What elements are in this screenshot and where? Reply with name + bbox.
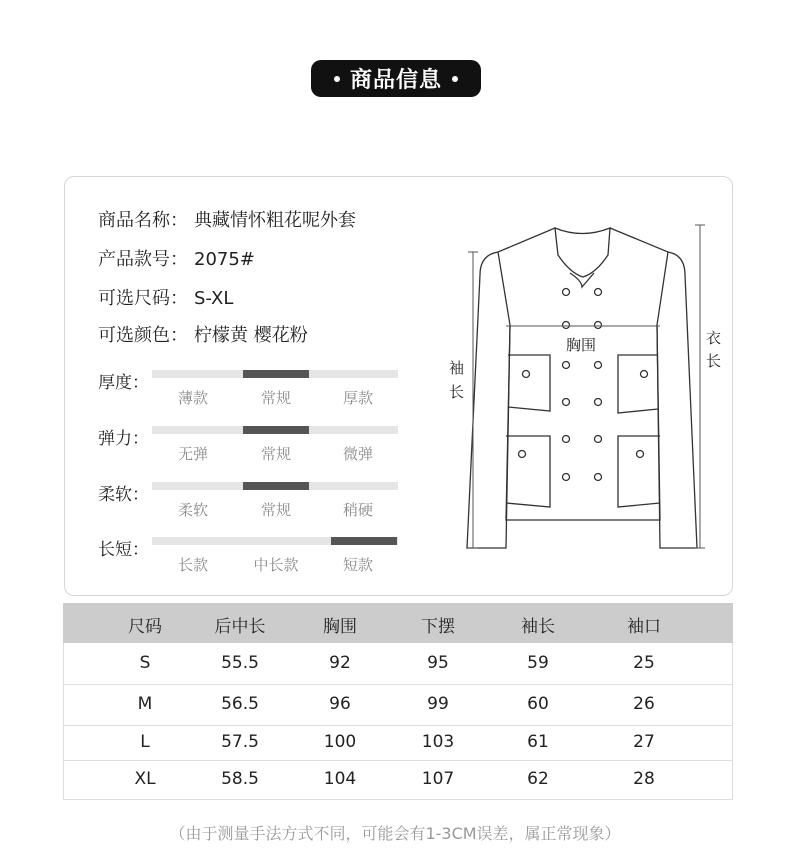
- attribute-option: 厚款: [342, 389, 373, 407]
- sleeve-label-2: 长: [449, 383, 465, 401]
- table-cell: 104: [323, 769, 357, 789]
- attribute-scale-selected: [243, 370, 309, 378]
- table-cell: 100: [323, 731, 357, 752]
- attribute-option: 常规: [260, 501, 291, 519]
- section-title: 商品信息: [349, 68, 442, 93]
- attribute-option: 常规: [260, 445, 291, 463]
- jacket-buttons: [519, 289, 648, 481]
- table-cell: M: [137, 693, 153, 714]
- product-sizes-row: [98, 284, 233, 310]
- pocket-lower-left: [506, 436, 550, 507]
- table-cell: 99: [427, 693, 449, 714]
- table-cell: 62: [527, 769, 549, 789]
- attribute-label: 弹力：: [98, 429, 149, 449]
- attribute-option: 长款: [177, 556, 208, 574]
- attribute-option: 薄款: [177, 389, 208, 407]
- table-cell: 96: [329, 693, 351, 714]
- table-cell: 28: [633, 769, 655, 789]
- product-colors-value: 柠檬黄 樱花粉: [194, 325, 308, 346]
- attribute-option: 柔软: [177, 501, 208, 519]
- table-cell: 92: [329, 652, 351, 673]
- table-cell: 27: [633, 731, 655, 752]
- attribute-option: 常规: [260, 389, 291, 407]
- product-sizes-value: S-XL: [194, 288, 234, 309]
- pocket-lower-right: [618, 436, 660, 507]
- table-cell: 60: [527, 693, 549, 714]
- table-row-divider: [63, 760, 733, 761]
- product-code-row: [98, 245, 255, 271]
- table-cell: 61: [527, 731, 549, 752]
- table-cell: 107: [421, 769, 455, 789]
- attribute-scale-track: [152, 482, 398, 490]
- table-cell: 95: [427, 652, 449, 673]
- product-colors-row: [98, 321, 308, 347]
- table-cell: 57.5: [221, 731, 259, 752]
- attribute-label: 厚度：: [98, 373, 149, 393]
- table-side-border: [732, 643, 733, 800]
- jacket-collar-outline: [555, 228, 610, 277]
- table-header-cell: 袖长: [521, 617, 555, 637]
- table-header-cell: 胸围: [323, 617, 357, 637]
- table-header-cell: 后中长: [214, 617, 266, 637]
- length-measure-line: [695, 225, 705, 548]
- table-cell: 25: [633, 652, 655, 673]
- attribute-option: 无弹: [177, 445, 208, 463]
- attribute-scale-selected: [243, 482, 309, 490]
- jacket-diagram: [440, 215, 730, 565]
- attribute-option: 短款: [342, 556, 373, 574]
- product-name-label: 商品名称：: [98, 210, 188, 231]
- chest-label: 胸围: [566, 336, 597, 354]
- table-cell: L: [140, 731, 150, 752]
- product-code-value: 2075#: [194, 249, 255, 270]
- attribute-option: 微弹: [342, 445, 373, 463]
- pocket-upper-right: [618, 355, 658, 413]
- bullet-dot-right: [452, 76, 458, 82]
- attribute-label: 柔软：: [98, 485, 149, 505]
- section-title-badge: [311, 60, 481, 97]
- length-label-1: 衣: [706, 329, 722, 347]
- table-row-divider: [63, 725, 733, 726]
- table-header-cell: 袖口: [627, 617, 661, 637]
- length-label-2: 长: [706, 352, 722, 370]
- measurement-note: （由于测量手法方式不同，可能会有1-3CM误差，属正常现象）: [169, 824, 621, 843]
- attribute-scale-track: [152, 370, 398, 378]
- table-cell: S: [139, 652, 151, 673]
- table-cell: 58.5: [221, 769, 259, 789]
- table-cell: 56.5: [221, 693, 259, 714]
- attribute-option: 中长款: [253, 556, 299, 574]
- product-sizes-label: 可选尺码：: [98, 288, 188, 309]
- table-row-divider: [63, 684, 733, 685]
- attribute-scale-track: [152, 426, 398, 434]
- table-header-cell: 下摆: [421, 617, 455, 637]
- jacket-right-sleeve: [657, 252, 697, 548]
- table-cell: 26: [633, 693, 655, 714]
- table-cell: 103: [421, 731, 455, 752]
- table-cell: 59: [527, 652, 549, 673]
- table-row-divider: [63, 799, 733, 800]
- bullet-dot-left: [334, 76, 340, 82]
- table-cell: XL: [134, 769, 156, 789]
- product-name-row: [98, 206, 356, 232]
- attribute-scale-track: [152, 537, 398, 545]
- pocket-upper-left: [508, 355, 550, 411]
- table-header-cell: 尺码: [128, 617, 162, 637]
- sleeve-label-1: 袖: [449, 359, 465, 377]
- product-colors-label: 可选颜色：: [98, 325, 188, 346]
- table-cell: 55.5: [221, 652, 259, 673]
- attribute-scale-selected: [331, 537, 397, 545]
- product-name-value: 典藏情怀粗花呢外套: [194, 210, 356, 231]
- attribute-scale-selected: [243, 426, 309, 434]
- product-code-label: 产品款号：: [98, 249, 188, 270]
- table-side-border: [63, 643, 64, 800]
- attribute-option: 稍硬: [342, 501, 373, 519]
- attribute-label: 长短：: [98, 540, 149, 560]
